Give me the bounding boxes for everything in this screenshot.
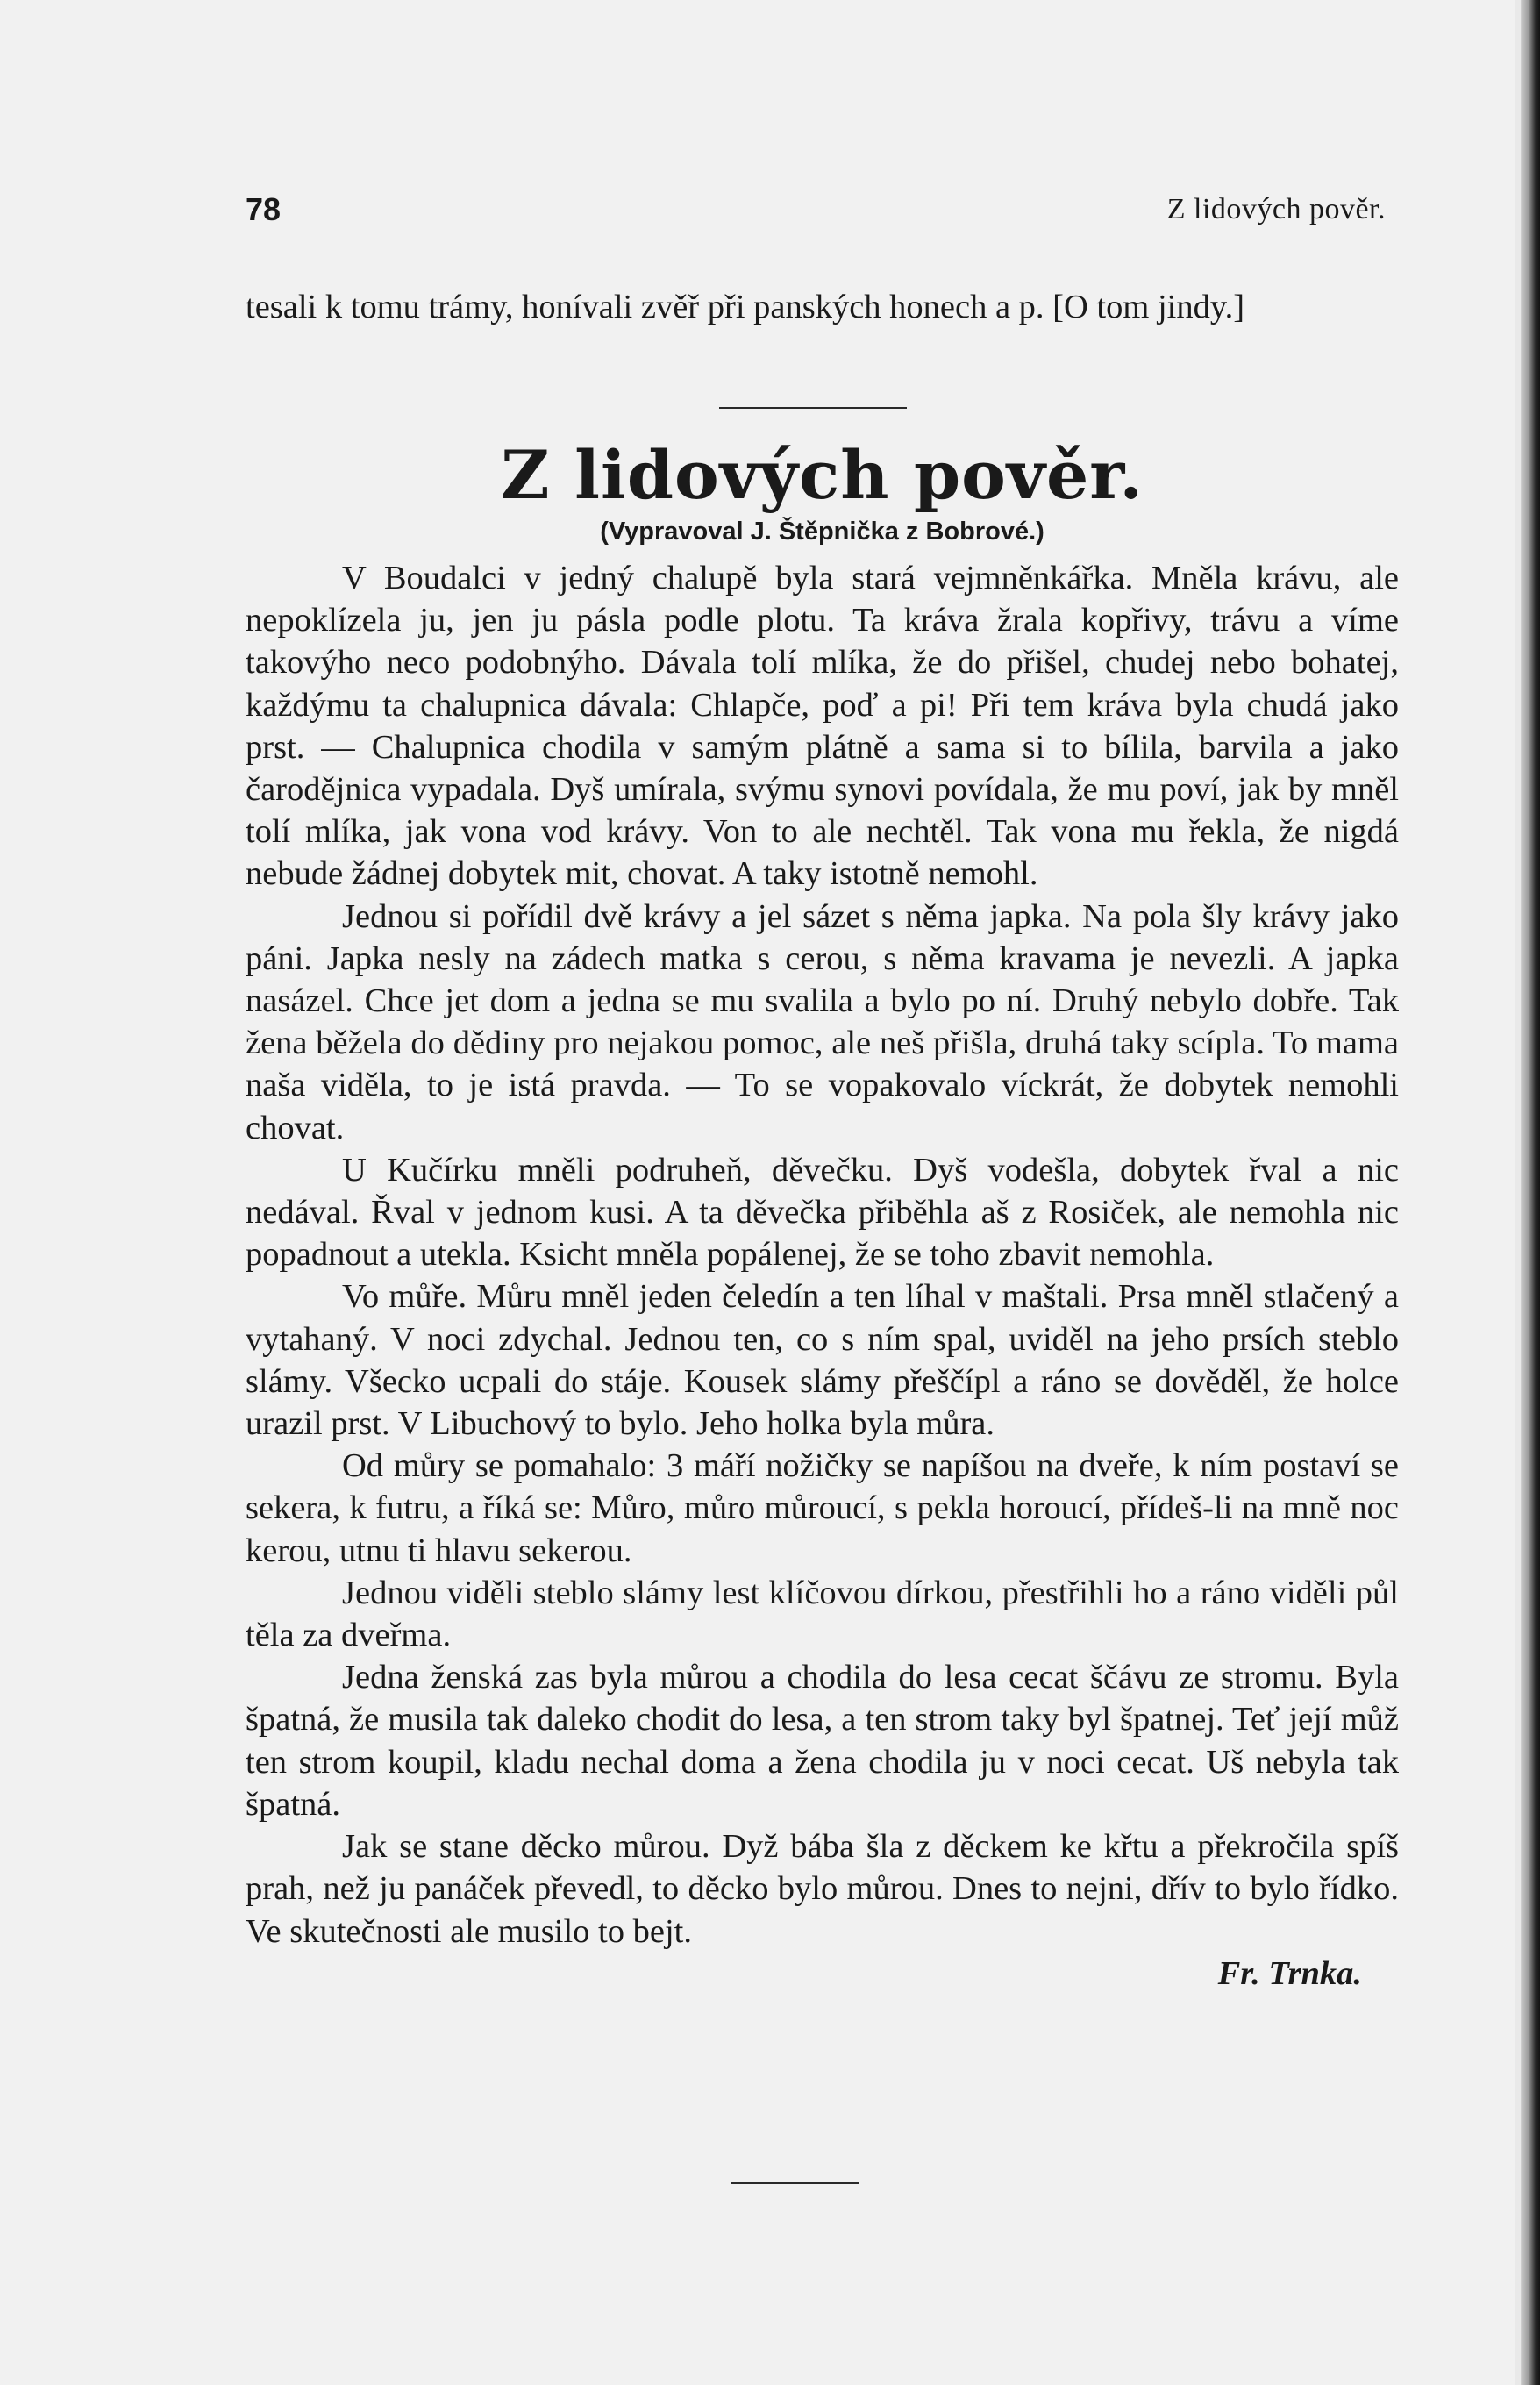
author-signature: Fr. Trnka. [1217, 1954, 1362, 1992]
paragraph: Vo můře. Můru mněl jeden čeledín a ten líhal v maštali. Prsa mněl stlačený a vytahaný. V noci zdychal. Jednou ten, co s ním spal, uviděl na jeho prsích steblo slámy. Všecko ucpali do stáje. Kousek slámy přeščípl a ráno se dověděl, že holce urazil prst. V Libuchový to bylo. Jeho holka byla můra. [246, 1278, 1399, 1443]
running-head: Z lidových pověr. [1166, 193, 1386, 225]
page-edge-shadow [1521, 0, 1540, 2385]
section-divider-top [719, 407, 907, 409]
page-number: 78 [246, 191, 282, 227]
paragraph: Od můry se pomahalo: 3 máří nožičky se napíšou na dveře, k ním postaví se sekera, k futru, a říká se: Můro, můro můroucí, s pekla horoucí, přídeš-li na mně noc kerou, utnu ti hlavu sekerou. [246, 1447, 1399, 1569]
article-body [246, 557, 1399, 1995]
paragraph: U Kučírku mněli podruheň, děvečku. Dyš vodešla, dobytek řval a nic nedával. Řval v jednom kusi. A ta děvečka přiběhla aš z Rosiček, ale nemohla nic popadnout a utekla. Ksicht mněla popálenej, že se toho zbavit nemohla. [246, 1151, 1399, 1274]
paragraph: V Boudalci v jedný chalupě byla stará vejmněnkářka. Mněla krávu, ale nepoklízela ju, jen ju pásla podle plotu. Ta kráva žrala kopřivy, trávu a víme takovýho neco podobnýho. Dávala tolí mlíka, že do přišel, chudej nebo bohatej, každýmu ta chalupnica dávala: Chlapče, poď a pi! Při tem kráva byla chudá jako prst. — Chalupnica chodila v samým plátně a sama si to bílila, barvila a jako čarodějnica vypadala. Dyš umírala, svýmu synovi povídala, že mu poví, jak by mněl tolí mlíka, jak vona vod krávy. Von to ale nechtěl. Tak vona mu řekla, že nigdá nebude žádnej dobytek mit, chovat. A taky istotně nemohl. [246, 560, 1399, 893]
continuation-text [246, 286, 1399, 328]
paragraph: Jednou si pořídil dvě krávy a jel sázet s něma japka. Na pola šly krávy jako páni. Japka nesly na zádech matka s cerou, s něma kravama je nevezli. A japka nasázel. Chce jet dom a jedna se mu svalila a bylo po ní. Druhý nebylo dobře. Tak žena běžela do dědiny pro nejakou pomoc, ale neš přišla, druhá taky scípla. To mama naša viděla, to je istá pravda. — To se vopakovalo víckrát, že dobytek nemohli chovat. [246, 897, 1399, 1146]
paragraph: Jak se stane děcko můrou. Dyž bába šla z děckem ke křtu a překročila spíš prah, než ju panáček převedl, to děcko bylo můrou. Dnes to nejni, dřív to bylo řídko. Ve skutečnosti ale musilo to bejt. [246, 1828, 1399, 1950]
article-byline: (Vypravoval J. Štěpnička z Bobrové.) [600, 518, 1044, 546]
continuation-paragraph: tesali k tomu trámy, honívali zvěř při panských honech a p. [O tom jindy.] [246, 289, 1245, 325]
page-header [246, 191, 1386, 230]
paragraph: Jednou viděli steblo slámy lest klíčovou dírkou, přestřihli ho a ráno viděli půl těla za dveřma. [246, 1574, 1399, 1654]
paragraph: Jedna ženská zas byla můrou a chodila do lesa cecat ščávu ze stromu. Byla špatná, že musila tak daleko chodit do lesa, a ten strom taky byl špatnej. Teť její můž ten strom koupil, kladu nechal doma a žena chodila ju v noci cecat. Uš nebyla tak špatná. [246, 1659, 1399, 1823]
article-title: Z lidových pověr. [501, 436, 1144, 514]
section-divider-bottom [731, 2182, 859, 2184]
